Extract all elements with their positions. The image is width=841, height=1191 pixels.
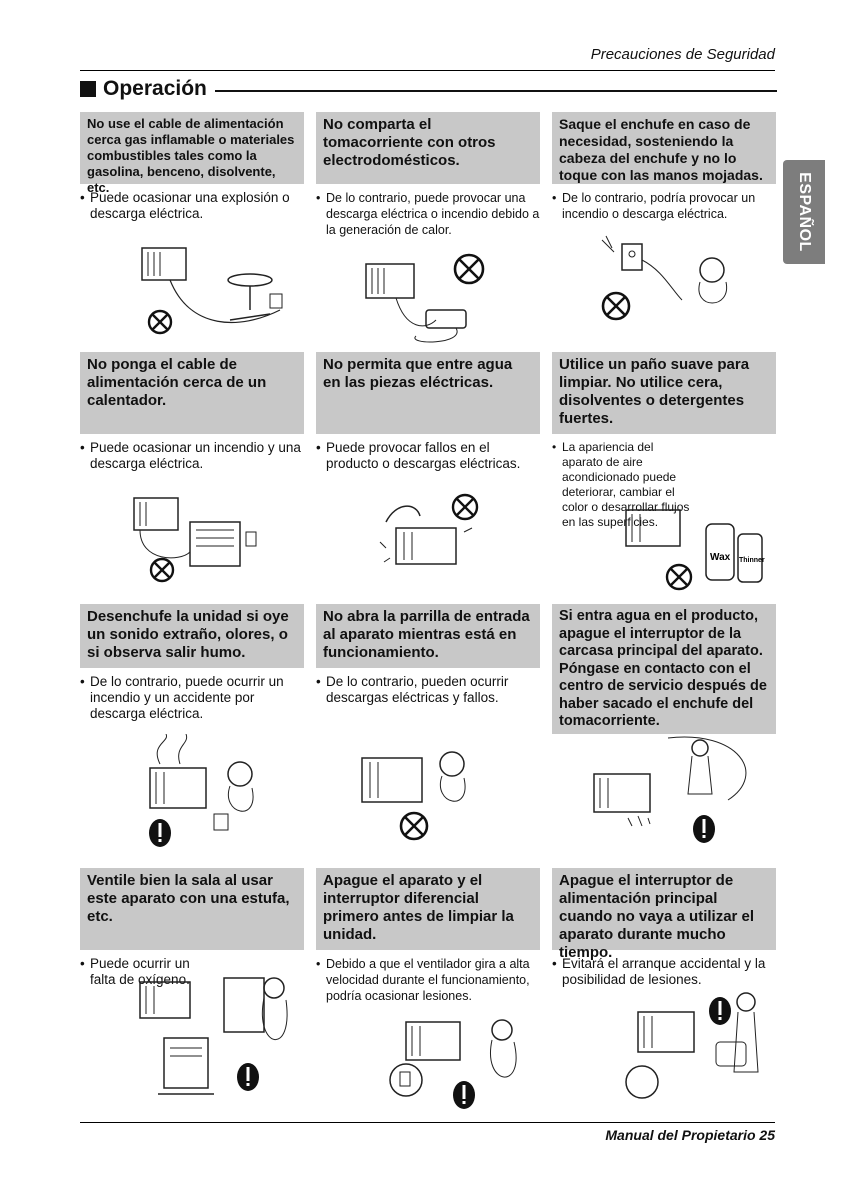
card-description: • Debido a que el ventilador gira a alta velocidad durante el funcionamiento, podría ocasionar lesiones.	[316, 957, 530, 1003]
card-title: No ponga el cable de alimentación cerca de un calentador.	[80, 352, 304, 434]
card-title: Si entra agua en el producto, apague el interruptor de la carcasa principal del aparato. Póngase en contacto con el centro de servicio después de haber sacado el enchufe del tomacorriente.	[552, 604, 776, 734]
section-square-icon	[80, 81, 96, 97]
card-description: • La apariencia del aparato de aire acondicionado puede deteriorar, cambiar el color o desarrollar flujos en las superficies.	[552, 440, 690, 529]
card-title: Apague el aparato y el interruptor diferencial primero antes de limpiar la unidad.	[316, 868, 540, 950]
precaution-card	[316, 112, 540, 238]
prohibition-icon	[146, 308, 174, 336]
smoke-illustration	[110, 734, 280, 844]
mandatory-icon	[708, 996, 732, 1026]
card-description-text: Debido a que el ventilador gira a alta velocidad durante el funcionamiento, podría ocasionar lesiones.	[326, 957, 530, 1003]
card-description: • Evitará el arranque accidental y la posibilidad de lesiones.	[552, 956, 766, 987]
prohibition-icon	[148, 556, 176, 584]
card-description-text: De lo contrario, puede provocar una descarga eléctrica o incendio debido a la generación de calor.	[326, 191, 540, 237]
card-description-text: Puede ocurrir un falta de oxígeno.	[90, 956, 190, 987]
card-description: • De lo contrario, pueden ocurrir descargas eléctricas y fallos.	[316, 674, 509, 705]
prohibition-icon	[664, 562, 694, 592]
travel-unplug-illustration	[622, 992, 772, 1112]
header-divider	[80, 70, 775, 71]
card-description-text: La apariencia del aparato de aire acondicionado puede deteriorar, cambiar el color o desarrollar flujos en las superficies.	[562, 440, 690, 529]
card-description: • De lo contrario, puede ocurrir un incendio y un accidente por descarga eléctrica.	[80, 674, 284, 721]
prohibition-icon	[398, 810, 430, 842]
precaution-card	[316, 352, 540, 472]
precaution-card	[80, 112, 304, 222]
mandatory-icon	[452, 1080, 476, 1110]
precaution-card	[552, 112, 776, 222]
card-title: Desenchufe la unidad si oye un sonido extraño, olores, o si observa salir humo.	[80, 604, 304, 668]
ventilation-illustration	[134, 968, 304, 1108]
mandatory-icon	[148, 818, 172, 848]
page-header-title: Precauciones de Seguridad	[590, 46, 775, 63]
card-description: • Puede ocasionar un incendio y una descarga eléctrica.	[80, 440, 301, 471]
card-description: • Puede ocurrir un falta de oxígeno.	[80, 956, 190, 987]
card-description-text: Puede ocasionar un incendio y una descarga eléctrica.	[90, 440, 301, 471]
precaution-card	[552, 868, 776, 988]
section-rule	[215, 90, 777, 92]
precaution-card	[316, 604, 540, 706]
language-side-tab	[783, 160, 825, 264]
cleaning-products-illustration	[622, 504, 772, 592]
card-title: Saque el enchufe en caso de necesidad, sosteniendo la cabeza del enchufe y no lo toque con las manos mojadas.	[552, 112, 776, 184]
precaution-card	[316, 868, 540, 1004]
precaution-card	[552, 352, 776, 564]
card-description: • De lo contrario, podría provocar un incendio o descarga eléctrica.	[552, 191, 756, 221]
card-description-text: De lo contrario, pueden ocurrir descargas eléctricas y fallos.	[326, 674, 509, 705]
card-title: Utilice un paño suave para limpiar. No utilice cera, disolventes o detergentes fuertes.	[552, 352, 776, 434]
footer-divider	[80, 1122, 775, 1123]
card-title: No permita que entre agua en las piezas eléctricas.	[316, 352, 540, 434]
precaution-card	[80, 604, 304, 722]
precaution-card	[80, 352, 304, 472]
card-description-text: Evitará el arranque accidental y la posibilidad de lesiones.	[562, 956, 766, 987]
bottle-label-wax: Wax	[710, 552, 731, 563]
card-description-text: De lo contrario, podría provocar un incendio o descarga eléctrica.	[562, 191, 756, 221]
mandatory-icon	[692, 814, 716, 844]
prohibition-icon	[600, 290, 632, 322]
card-description: • De lo contrario, puede provocar una descarga eléctrica o incendio debido a la generación de calor.	[316, 191, 540, 237]
card-description: • Puede ocasionar una explosión o descarga eléctrica.	[80, 190, 290, 221]
prohibition-icon	[450, 492, 480, 522]
section-title: Operación	[103, 77, 207, 100]
card-description-text: Puede provocar fallos en el producto o descargas eléctricas.	[326, 440, 521, 471]
card-description-text: Puede ocasionar una explosión o descarga eléctrica.	[90, 190, 290, 221]
mandatory-icon	[236, 1062, 260, 1092]
precaution-card	[80, 868, 304, 988]
card-title: Apague el interruptor de alimentación principal cuando no vaya a utilizar el aparato durante mucho tiempo.	[552, 868, 776, 950]
card-title: No use el cable de alimentación cerca gas inflamable o materiales combustibles tales como la gasolina, benceno, disolvente, etc.	[80, 112, 304, 184]
card-title: Ventile bien la sala al usar este aparato con una estufa, etc.	[80, 868, 304, 950]
page-footer: Manual del Propietario 25	[605, 1127, 775, 1143]
wet-hands-plug-illustration	[592, 230, 752, 340]
water-inside-illustration	[588, 734, 748, 834]
bottle-label-thinner: Thinner	[739, 557, 765, 564]
card-description-text: De lo contrario, puede ocurrir un incendio y un accidente por descarga eléctrica.	[90, 674, 284, 721]
card-description: • Puede provocar fallos en el producto o descargas eléctricas.	[316, 440, 521, 471]
prohibition-icon	[452, 252, 486, 286]
card-title: No comparta el tomacorriente con otros electrodomésticos.	[316, 112, 540, 184]
card-title: No abra la parrilla de entrada al aparato mientras está en funcionamiento.	[316, 604, 540, 668]
language-side-tab-label: ESPAÑOL	[796, 172, 813, 252]
precaution-card	[552, 604, 776, 734]
section-heading	[80, 76, 777, 102]
